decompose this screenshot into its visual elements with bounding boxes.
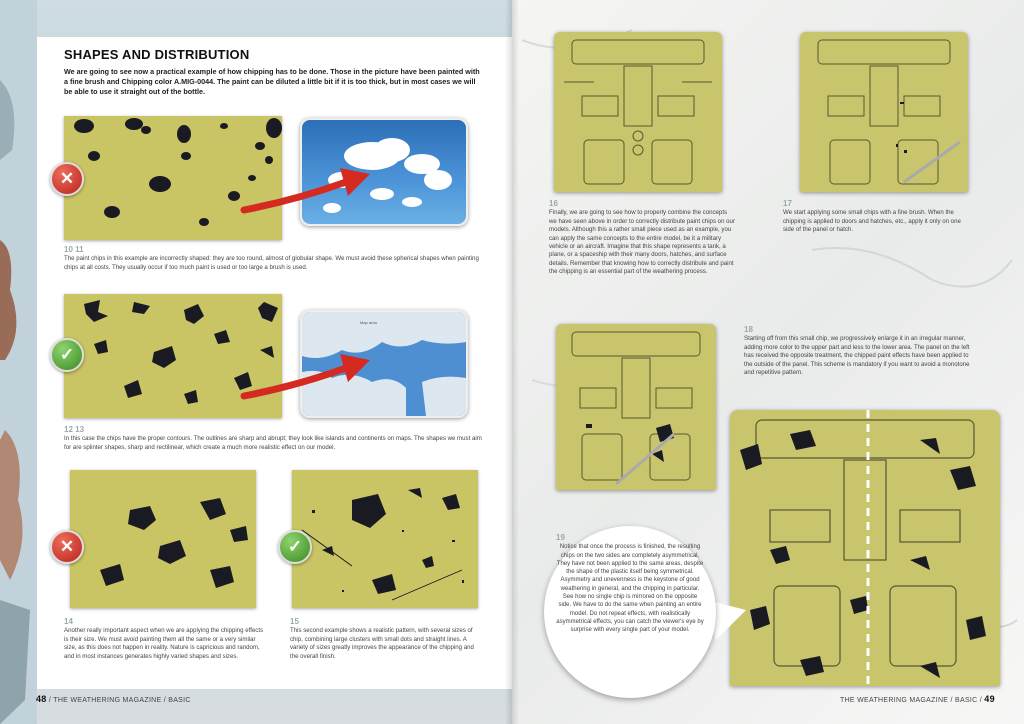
caption-14: 14 Another really important aspect when we are applying the chipping effects is their size. We must avoid painting them all the same or a very similar size, as this does not happen in reality. Nature is capricious and random, and in most instances generates highly varied shapes and sizes. bbox=[64, 617, 264, 660]
right-footer: THE WEATHERING MAGAZINE / BASIC / 49 bbox=[840, 694, 995, 704]
caption-18: 18 Starting off from this small chip, we progressively enlarge it in an irregular manner, adding more color to the upper part and less to the lower area. The panel on the left has received the opposite treatment, the chipped paint effects have been applied to the outside of the panel. This scheme is mandatory if you want to avoid a monotone and repetitive pattern. bbox=[744, 325, 970, 377]
model-panel-detail bbox=[554, 32, 722, 192]
model-panel-detail-17 bbox=[800, 32, 968, 192]
red-arrow-2 bbox=[236, 346, 376, 406]
model-panel-detail-18 bbox=[556, 324, 716, 490]
model-photo-16 bbox=[554, 32, 722, 192]
left-footer: 48 / THE WEATHERING MAGAZINE / BASIC bbox=[36, 694, 191, 704]
model-photo-18 bbox=[556, 324, 716, 490]
correct-badge: ✓ bbox=[50, 338, 84, 372]
red-arrow-1 bbox=[236, 160, 376, 220]
panel-uniform-chips bbox=[70, 470, 256, 608]
caption-19: 19 Notice that once the process is finished, the resulting chips on the two sides are completely asymmetrical. They have not been applied to the same areas, despite the shape of the plastic itself being symmetrical. Asymmetry and unevenness is the keystone of good weathering in general, and the chipping in particular. See how no single chip is mirrored on the opposite side. We have to do the same when painting an entire model. Do not repeat effects, with realistically asymmetrical effects, you can catch the viewer's eye by surprise with every single part of your model. bbox=[556, 533, 704, 634]
intro-paragraph: We are going to see now a practical example of how chipping has to be done. Those in the picture have been painted with a fine brush and Chipping color A.MIG-0044. The paint can be diluted a little bit if it is too thick, but in most cases we will be able to use it straight out of the bottle. bbox=[64, 67, 480, 96]
right-page-number: 49 bbox=[984, 694, 995, 704]
rusty-metal-border bbox=[0, 0, 37, 724]
left-page-number: 48 bbox=[36, 694, 47, 704]
correct-badge-2: ✓ bbox=[278, 530, 312, 564]
svg-text:Map area: Map area bbox=[360, 320, 377, 325]
caption-10-11: 10 11 The paint chips in this example are incorrectly shaped: they are too round, almost of globular shape. We must avoid these spherical shapes when painting chips at all costs. They usually occur if too much paint is used or too large a brush is used. bbox=[64, 245, 479, 271]
caption-16: 16 Finally, we are going to see how to properly combine the concepts we have seen above in order to correctly distribute paint chips on our models. Although this a rather small piece used as an example, you can apply the same concepts to the entire model, be it a military vehicle or an aircraft. Imagine that this shape represents a tank, a plane, or a spaceship with their many doors, hatches, and surface details. Remember that knowing how to correctly distribute and paint the chipping is an essential part of the weathering process. bbox=[549, 199, 735, 276]
caption-15: 15 This second example shows a realistic pattern, with several sizes of chip, combining large clusters with small dots and straight lines. A variety of sizes greatly improves the appearance of the chipping and the overall finish. bbox=[290, 617, 474, 660]
incorrect-badge-2: ✕ bbox=[50, 530, 84, 564]
caption-17: 17 We start applying some small chips with a fine brush. When the chipping is applied to doors and hatches, etc., apply it only on one side of the panel or hatch. bbox=[783, 199, 961, 234]
uniform-chip-pattern bbox=[70, 470, 256, 608]
watermark: HOBBY MODELLING bbox=[40, 676, 164, 688]
incorrect-badge: ✕ bbox=[50, 162, 84, 196]
panel-varied-chips bbox=[292, 470, 478, 608]
model-photo-19 bbox=[730, 410, 1000, 686]
section-heading: SHAPES AND DISTRIBUTION bbox=[64, 47, 250, 62]
caption-12-13: 12 13 In this case the chips have the proper contours. The outlines are sharp and abrupt; they look like islands and continents on maps. The shapes we must aim for are splinter shapes, sharp and rectilinear, which create a much more realistic effect on our model. bbox=[64, 425, 482, 451]
varied-chip-pattern bbox=[292, 470, 478, 608]
model-panel-detail-19 bbox=[730, 410, 1000, 686]
model-photo-17 bbox=[800, 32, 968, 192]
page-gutter bbox=[505, 0, 519, 724]
